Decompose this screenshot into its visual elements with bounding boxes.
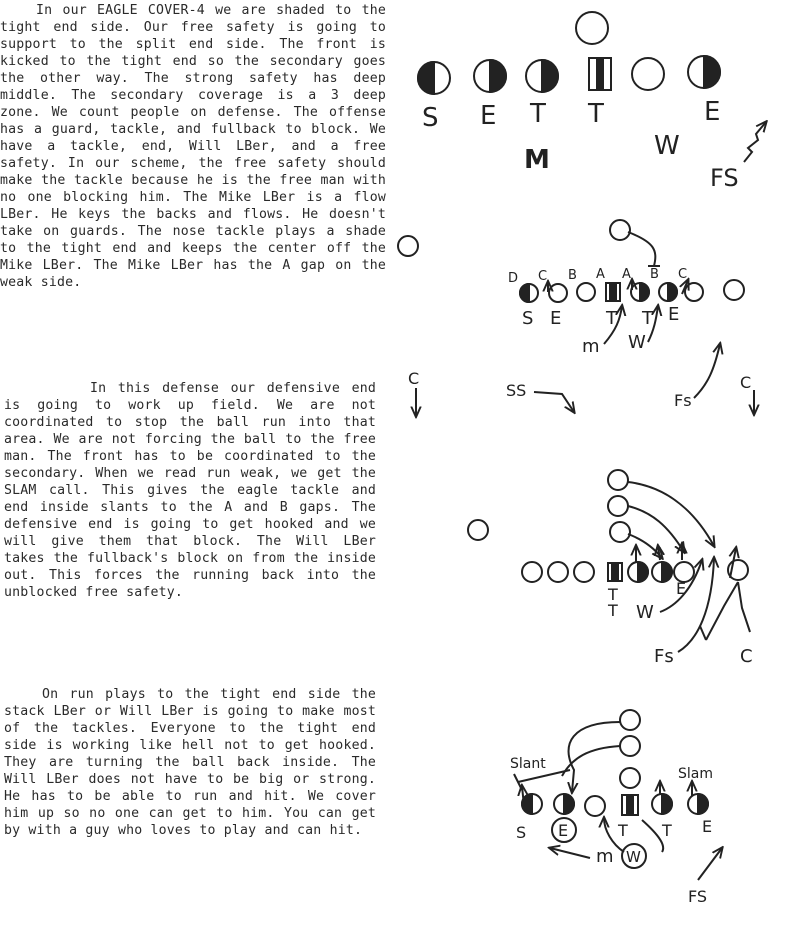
def-label: E (702, 817, 713, 836)
fs-route-arrow (744, 122, 766, 162)
fs-label: Fs (654, 646, 674, 667)
fs-label: Fs (674, 391, 692, 410)
def-label: E (480, 101, 497, 131)
slant-call-label: Slant (510, 756, 546, 772)
diagram-slam-weak-run (468, 470, 753, 667)
corner-label: C (740, 373, 752, 392)
def-label: S (516, 823, 527, 842)
svg-text:B: B (568, 268, 577, 283)
diagram-slant-slam (510, 710, 722, 906)
will-label: W (654, 131, 680, 161)
diagram-eagle-cover-4 (418, 12, 766, 192)
paragraph-tight-end-runs: On run plays to the tight end side the stack LBer or Will LBer is going to make most of the tackles. Everyone to the tight end side is working like hell not to get hooked. They are turning the ball back inside. The Will LBer does not have to be big or strong. He has to be able to run and hit. We cover him up so no one can get to him. You can get by with a guy who loves to play and can hit. (4, 687, 376, 838)
paragraph-eagle-cover-4: In our EAGLE COVER-4 we are shaded to the tight end side. Our free safety is going to support to the split end side. The front is kicked to the tight end so the secondary goes the other way. The strong safety has deep middle. The secondary coverage is a 3 deep zone. We count people on defense. The offense has a guard, tackle, and fullback to block. We have a tackle, end, Will LBer, and a free safety. In our scheme, the free safety should make the tackle because he is the free man with no one blocking him. The Mike LBer is a flow LBer. He keys the backs and flows. He doesn't take on guards. The nose tackle plays a shade to the tight end and keeps the center off the Mike LBer. The Mike LBer has the A gap on the weak side. (0, 3, 386, 290)
def-label: T (606, 308, 617, 329)
svg-text:A: A (622, 267, 631, 282)
diagram-column (392, 0, 806, 930)
slam-call-label: Slam (678, 766, 713, 782)
fs-label: FS (688, 887, 708, 906)
corner-label: C (408, 369, 420, 388)
def-label: S (522, 308, 534, 329)
svg-text:B: B (650, 267, 659, 282)
offense-line (418, 56, 720, 94)
def-label: T (608, 585, 618, 604)
def-label: E (704, 97, 721, 127)
corner-label: C (740, 646, 753, 667)
def-label: T (618, 821, 628, 840)
def-label: E (558, 821, 569, 840)
def-label: T (588, 99, 604, 129)
paragraph-slam-call: In this defense our defensive end is going to work up field. We are not coordinated to stop the ball run into that area. We are not forcing the ball to the free man. The front has to be coordinated to the secondary. When we read run weak, we get the SLAM call. This gives the eagle tackle and end inside slants to the A and B gaps. The defensive end is going to get hooked and we will give them that block. The Will LBer takes the fullback's block on from the inside out. This forces the running back into the unblocked free safety. (4, 381, 376, 600)
fs-label: FS (710, 164, 739, 192)
mike-label: M (524, 145, 550, 175)
mike-label: m (582, 336, 600, 357)
offense-player-circle (576, 12, 608, 44)
def-label: E (676, 579, 687, 598)
def-label: T (642, 308, 653, 329)
svg-text:C: C (678, 267, 688, 282)
def-label: T (662, 821, 672, 840)
diagram-gaps-coverage (398, 220, 754, 416)
def-label: T (530, 99, 546, 129)
offense-line-4 (522, 794, 708, 816)
will-label: W (626, 848, 641, 866)
svg-text:C: C (538, 269, 548, 284)
ss-label: SS (506, 381, 527, 400)
mike-label: m (596, 846, 614, 867)
def-label: S (422, 103, 439, 133)
def-label: T (608, 601, 618, 620)
will-label: W (636, 602, 654, 623)
tight-end-circle (724, 280, 744, 300)
will-label: W (628, 332, 646, 353)
def-label: E (668, 304, 680, 325)
split-end-circle (398, 236, 418, 256)
def-label: E (550, 308, 562, 329)
svg-text:D: D (508, 271, 519, 286)
svg-text:A: A (596, 267, 605, 282)
gap-letters (508, 267, 687, 286)
